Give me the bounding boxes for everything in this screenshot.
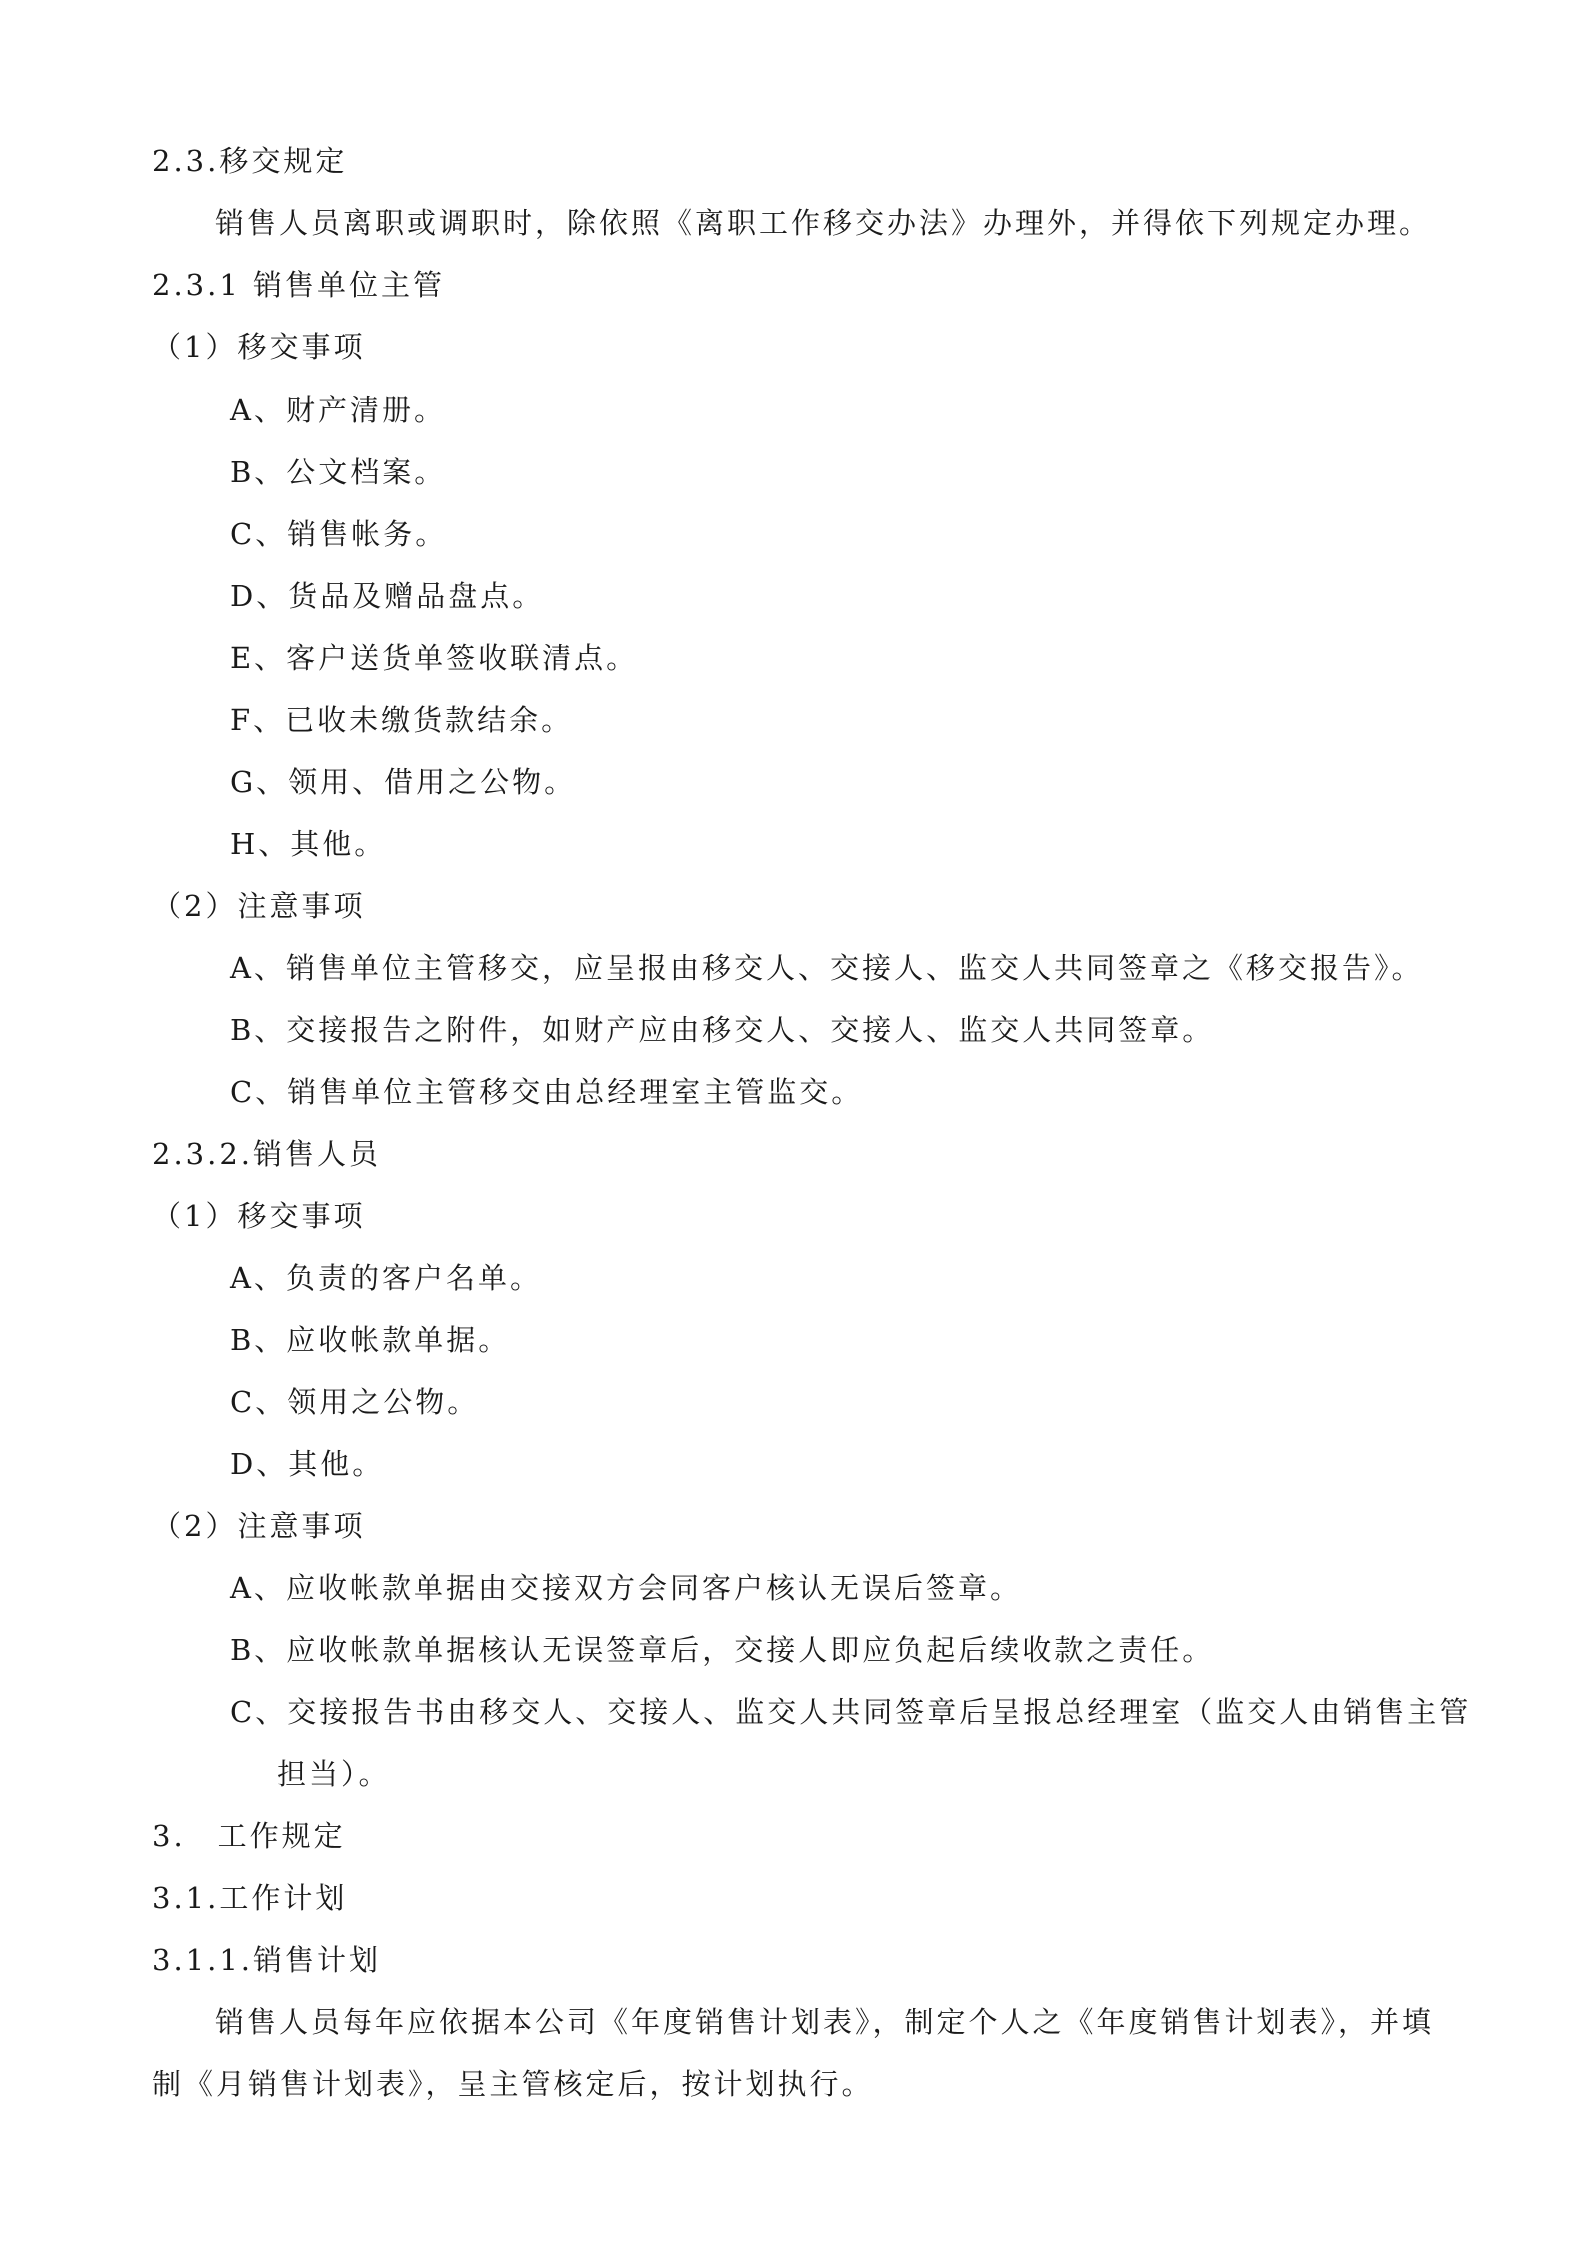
subheading-notes: （2）注意事项 — [152, 1509, 366, 1543]
subheading-transfer-items: （1）移交事项 — [152, 1199, 366, 1233]
list-item: B、应收帐款单据。 — [230, 1323, 511, 1357]
section-heading-2-3-2: 2.3.2.销售人员 — [152, 1137, 382, 1171]
list-item: C、销售帐务。 — [230, 517, 448, 551]
list-item: A、应收帐款单据由交接双方会同客户核认无误后签章。 — [230, 1571, 1022, 1605]
list-item-continuation: 担当）。 — [277, 1757, 391, 1791]
list-item: B、交接报告之附件，如财产应由移交人、交接人、监交人共同签章。 — [230, 1013, 1215, 1047]
section-heading-3-1: 3.1.工作计划 — [152, 1881, 348, 1915]
section-heading-2-3-1: 2.3.1 销售单位主管 — [152, 268, 446, 302]
paragraph-sales-plan-continuation: 制《月销售计划表》，呈主管核定后，按计划执行。 — [152, 2067, 874, 2101]
list-item: H、其他。 — [230, 827, 387, 861]
list-item: C、领用之公物。 — [230, 1385, 480, 1419]
list-item: D、货品及赠品盘点。 — [230, 579, 545, 613]
list-item: D、其他。 — [230, 1447, 385, 1481]
subheading-transfer-items: （1）移交事项 — [152, 330, 366, 364]
list-item: C、交接报告书由移交人、交接人、监交人共同签章后呈报总经理室（监交人由销售主管 — [230, 1695, 1472, 1729]
subheading-notes: （2）注意事项 — [152, 889, 366, 923]
list-item: A、负责的客户名单。 — [230, 1261, 542, 1295]
list-item: F、已收未缴货款结余。 — [230, 703, 574, 737]
list-item: G、领用、借用之公物。 — [230, 765, 577, 799]
list-item: E、客户送货单签收联清点。 — [230, 641, 639, 675]
list-item: B、公文档案。 — [230, 455, 447, 489]
list-item: A、销售单位主管移交，应呈报由移交人、交接人、监交人共同签章之《移交报告》。 — [230, 951, 1424, 985]
paragraph-sales-plan: 销售人员每年应依据本公司《年度销售计划表》，制定个人之《年度销售计划表》，并填 — [215, 2005, 1435, 2039]
section-heading-3: 3. 工作规定 — [152, 1819, 346, 1853]
list-item: B、应收帐款单据核认无误签章后，交接人即应负起后续收款之责任。 — [230, 1633, 1215, 1667]
list-item: C、销售单位主管移交由总经理室主管监交。 — [230, 1075, 864, 1109]
section-heading-2-3: 2.3.移交规定 — [152, 144, 348, 178]
list-item: A、财产清册。 — [230, 393, 446, 427]
paragraph-transfer-intro: 销售人员离职或调职时，除依照《离职工作移交办法》办理外，并得依下列规定办理。 — [215, 206, 1432, 240]
section-heading-3-1-1: 3.1.1.销售计划 — [152, 1943, 382, 1977]
